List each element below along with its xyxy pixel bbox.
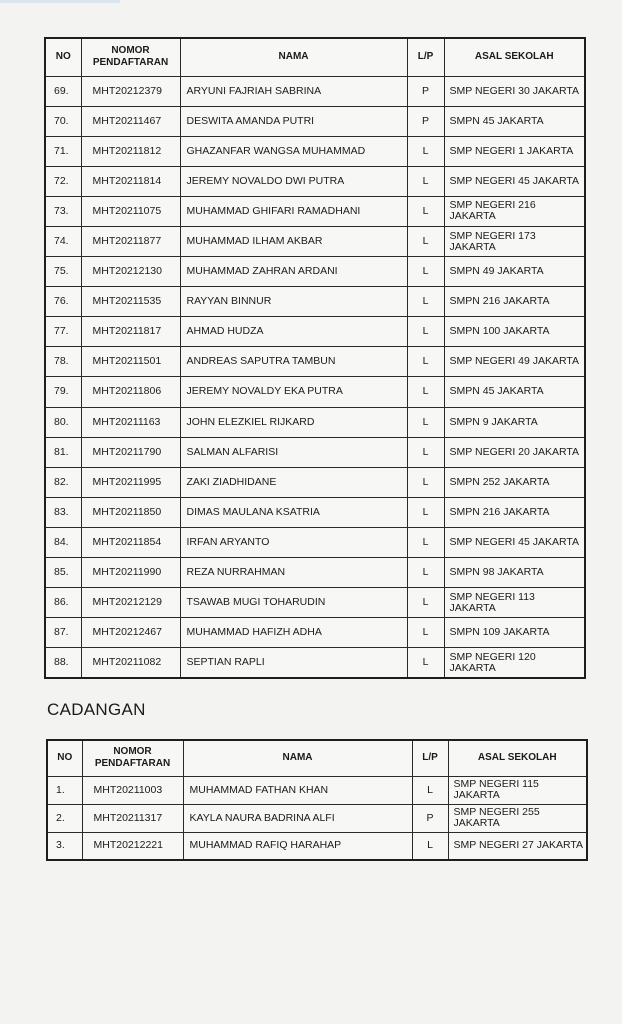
school-name: SMPN 98 JAKARTA — [444, 558, 585, 588]
registration-number: MHT20212129 — [81, 588, 180, 618]
registration-number: MHT20211850 — [81, 497, 180, 527]
row-number: 74. — [45, 226, 81, 256]
student-name: MUHAMMAD RAFIQ HARAHAP — [183, 832, 412, 860]
student-name: RAYYAN BINNUR — [180, 287, 407, 317]
table-row — [45, 527, 585, 557]
gender: L — [407, 467, 444, 497]
gender: L — [407, 317, 444, 347]
registration-number: MHT20211535 — [81, 287, 180, 317]
school-name: SMPN 45 JAKARTA — [444, 106, 585, 136]
gender: L — [407, 527, 444, 557]
row-number: 84. — [45, 527, 81, 557]
school-name: SMP NEGERI 216 JAKARTA — [444, 196, 585, 226]
reserve-table-row — [47, 776, 587, 804]
student-name: MUHAMMAD ILHAM AKBAR — [180, 226, 407, 256]
table-row — [45, 287, 585, 317]
gender: L — [407, 437, 444, 467]
table-row — [45, 166, 585, 196]
school-name: SMPN 109 JAKARTA — [444, 618, 585, 648]
table-row — [45, 317, 585, 347]
reserve-header-gender: L/P — [412, 740, 448, 776]
gender: L — [407, 166, 444, 196]
gender: L — [407, 257, 444, 287]
registration-number: MHT20211467 — [81, 106, 180, 136]
gender: L — [407, 347, 444, 377]
student-name: IRFAN ARYANTO — [180, 527, 407, 557]
school-name: SMP NEGERI 20 JAKARTA — [444, 437, 585, 467]
table-row — [45, 257, 585, 287]
school-name: SMP NEGERI 120 JAKARTA — [444, 648, 585, 678]
row-number: 69. — [45, 76, 81, 106]
header-name: NAMA — [180, 38, 407, 76]
gender: P — [407, 76, 444, 106]
school-name: SMP NEGERI 1 JAKARTA — [444, 136, 585, 166]
student-name: KAYLA NAURA BADRINA ALFI — [183, 804, 412, 832]
header-registration-number: NOMOR PENDAFTARAN — [81, 38, 180, 76]
row-number: 85. — [45, 558, 81, 588]
registration-number: MHT20212221 — [82, 832, 183, 860]
student-name: GHAZANFAR WANGSA MUHAMMAD — [180, 136, 407, 166]
table-row — [45, 407, 585, 437]
row-number: 80. — [45, 407, 81, 437]
reserve-header-registration-number: NOMOR PENDAFTARAN — [82, 740, 183, 776]
student-name: JEREMY NOVALDO DWI PUTRA — [180, 166, 407, 196]
school-name: SMP NEGERI 45 JAKARTA — [444, 527, 585, 557]
gender: L — [407, 558, 444, 588]
gender: L — [407, 196, 444, 226]
student-name: AHMAD HUDZA — [180, 317, 407, 347]
school-name: SMPN 216 JAKARTA — [444, 287, 585, 317]
table-row — [45, 618, 585, 648]
row-number: 73. — [45, 196, 81, 226]
participant-table — [44, 37, 586, 679]
registration-number: MHT20211317 — [82, 804, 183, 832]
student-name: JEREMY NOVALDY EKA PUTRA — [180, 377, 407, 407]
table-row — [45, 76, 585, 106]
gender: P — [412, 804, 448, 832]
registration-number: MHT20211075 — [81, 196, 180, 226]
registration-number: MHT20212379 — [81, 76, 180, 106]
row-number: 86. — [45, 588, 81, 618]
student-name: JOHN ELEZKIEL RIJKARD — [180, 407, 407, 437]
table-row — [45, 347, 585, 377]
reserve-header-row — [47, 740, 587, 776]
table-row — [45, 467, 585, 497]
table-row — [45, 437, 585, 467]
registration-number: MHT20211806 — [81, 377, 180, 407]
row-number: 87. — [45, 618, 81, 648]
school-name: SMP NEGERI 27 JAKARTA — [448, 832, 587, 860]
table-row — [45, 377, 585, 407]
gender: P — [407, 106, 444, 136]
gender: L — [407, 618, 444, 648]
registration-number: MHT20211854 — [81, 527, 180, 557]
table-row — [45, 648, 585, 678]
student-name: DESWITA AMANDA PUTRI — [180, 106, 407, 136]
row-number: 83. — [45, 497, 81, 527]
registration-number: MHT20212467 — [81, 618, 180, 648]
registration-number: MHT20211814 — [81, 166, 180, 196]
row-number: 2. — [47, 804, 82, 832]
school-name: SMPN 45 JAKARTA — [444, 377, 585, 407]
header-school: ASAL SEKOLAH — [444, 38, 585, 76]
student-name: ANDREAS SAPUTRA TAMBUN — [180, 347, 407, 377]
row-number: 77. — [45, 317, 81, 347]
student-name: SEPTIAN RAPLI — [180, 648, 407, 678]
registration-number: MHT20211990 — [81, 558, 180, 588]
table-row — [45, 558, 585, 588]
school-name: SMP NEGERI 115 JAKARTA — [448, 776, 587, 804]
header-gender: L/P — [407, 38, 444, 76]
student-name: TSAWAB MUGI TOHARUDIN — [180, 588, 407, 618]
registration-number: MHT20211817 — [81, 317, 180, 347]
school-name: SMP NEGERI 30 JAKARTA — [444, 76, 585, 106]
school-name: SMP NEGERI 255 JAKARTA — [448, 804, 587, 832]
row-number: 88. — [45, 648, 81, 678]
row-number: 79. — [45, 377, 81, 407]
reserve-header-no: NO — [47, 740, 82, 776]
registration-number: MHT20211082 — [81, 648, 180, 678]
table-row — [45, 106, 585, 136]
row-number: 76. — [45, 287, 81, 317]
registration-number: MHT20211812 — [81, 136, 180, 166]
reserve-table-row — [47, 804, 587, 832]
student-name: ARYUNI FAJRIAH SABRINA — [180, 76, 407, 106]
registration-number: MHT20212130 — [81, 257, 180, 287]
student-name: ZAKI ZIADHIDANE — [180, 467, 407, 497]
row-number: 3. — [47, 832, 82, 860]
gender: L — [407, 377, 444, 407]
row-number: 72. — [45, 166, 81, 196]
row-number: 78. — [45, 347, 81, 377]
table-row — [45, 588, 585, 618]
school-name: SMPN 216 JAKARTA — [444, 497, 585, 527]
school-name: SMPN 9 JAKARTA — [444, 407, 585, 437]
row-number: 75. — [45, 257, 81, 287]
school-name: SMP NEGERI 173 JAKARTA — [444, 226, 585, 256]
student-name: MUHAMMAD FATHAN KHAN — [183, 776, 412, 804]
reserve-section-title: CADANGAN — [47, 700, 146, 719]
row-number: 81. — [45, 437, 81, 467]
reserve-header-name: NAMA — [183, 740, 412, 776]
row-number: 71. — [45, 136, 81, 166]
scan-edge — [0, 0, 120, 3]
student-name: MUHAMMAD ZAHRAN ARDANI — [180, 257, 407, 287]
table-row — [45, 226, 585, 256]
reserve-table-body — [47, 776, 587, 860]
school-name: SMPN 100 JAKARTA — [444, 317, 585, 347]
registration-number: MHT20211003 — [82, 776, 183, 804]
student-name: REZA NURRAHMAN — [180, 558, 407, 588]
table-header-row — [45, 38, 585, 76]
student-name: MUHAMMAD HAFIZH ADHA — [180, 618, 407, 648]
registration-number: MHT20211877 — [81, 226, 180, 256]
participant-table-body — [45, 76, 585, 678]
registration-number: MHT20211163 — [81, 407, 180, 437]
school-name: SMPN 49 JAKARTA — [444, 257, 585, 287]
student-name: MUHAMMAD GHIFARI RAMADHANI — [180, 196, 407, 226]
table-row — [45, 136, 585, 166]
reserve-header-school: ASAL SEKOLAH — [448, 740, 587, 776]
gender: L — [407, 226, 444, 256]
gender: L — [407, 136, 444, 166]
school-name: SMP NEGERI 49 JAKARTA — [444, 347, 585, 377]
gender: L — [407, 588, 444, 618]
row-number: 82. — [45, 467, 81, 497]
gender: L — [412, 776, 448, 804]
table-row — [45, 196, 585, 226]
header-no: NO — [45, 38, 81, 76]
school-name: SMPN 252 JAKARTA — [444, 467, 585, 497]
table-row — [45, 497, 585, 527]
gender: L — [407, 497, 444, 527]
registration-number: MHT20211501 — [81, 347, 180, 377]
student-name: DIMAS MAULANA KSATRIA — [180, 497, 407, 527]
gender: L — [407, 407, 444, 437]
reserve-table-row — [47, 832, 587, 860]
gender: L — [412, 832, 448, 860]
row-number: 70. — [45, 106, 81, 136]
row-number: 1. — [47, 776, 82, 804]
gender: L — [407, 648, 444, 678]
registration-number: MHT20211995 — [81, 467, 180, 497]
school-name: SMP NEGERI 113 JAKARTA — [444, 588, 585, 618]
registration-number: MHT20211790 — [81, 437, 180, 467]
reserve-table — [46, 739, 588, 861]
school-name: SMP NEGERI 45 JAKARTA — [444, 166, 585, 196]
gender: L — [407, 287, 444, 317]
student-name: SALMAN ALFARISI — [180, 437, 407, 467]
